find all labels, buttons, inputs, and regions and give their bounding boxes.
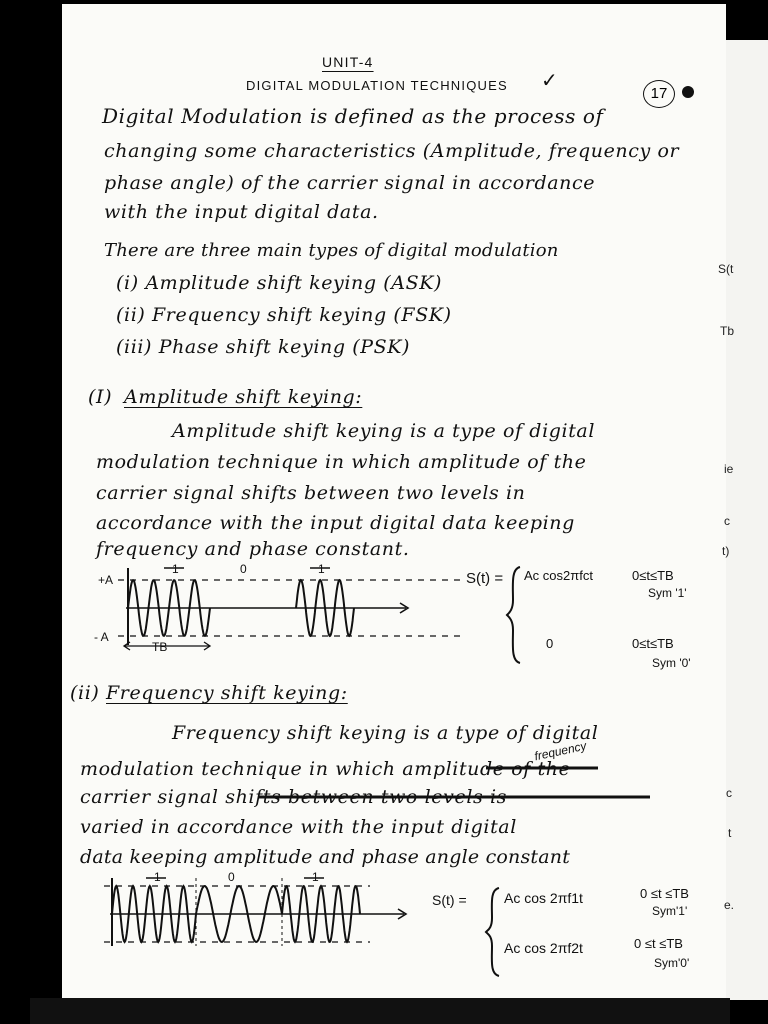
fsk-body-4: varied in accordance with the input digital [80,816,517,838]
ask-eq-case1-range: 0≤t≤TB [632,568,674,583]
fsk-bit-2: 0 [228,870,235,884]
fsk-body-3: carrier signal shifts between two levels is [80,786,508,808]
margin-mark-1: S(t [718,262,734,276]
type-fsk: (ii) Frequency shift keying (FSK) [116,304,452,326]
ask-bit-3: 1 [318,562,325,576]
margin-mark-8: e. [724,898,735,912]
page-title: DIGITAL MODULATION TECHNIQUES [246,78,508,93]
ask-heading: Amplitude shift keying: [124,386,363,408]
fsk-eq-case2-sym: Sym'0' [654,956,690,970]
fsk-eq-case1-range: 0 ≤t ≤TB [640,886,689,901]
ask-body-5: frequency and phase constant. [96,538,410,560]
intro-line-2: changing some characteristics (Amplitude, frequency or [104,140,680,162]
ask-body-1: Amplitude shift keying is a type of digital [172,420,596,442]
intro-line-1: Digital Modulation is defined as the process of [102,104,604,128]
type-ask: (i) Amplitude shift keying (ASK) [116,272,443,294]
ask-eq-case1-expr: Ac cos2πfct [524,568,593,583]
intro-line-3: phase angle) of the carrier signal in accordance [104,172,596,194]
margin-mark-5: t) [722,544,730,558]
margin-mark-6: c [726,786,732,800]
ask-tb-label: TB [152,640,168,654]
ask-eq-case1-sym: Sym '1' [648,586,687,600]
margin-mark-7: t [728,826,732,840]
fsk-heading-number: (ii) [70,682,100,704]
margin-mark-3: ie [724,462,734,476]
ask-eq-case2-range: 0≤t≤TB [632,636,674,651]
intro-line-4: with the input digital data. [104,201,379,223]
ask-eq-case2-expr: 0 [546,636,554,651]
fsk-eq-case2-range: 0 ≤t ≤TB [634,936,683,951]
type-psk: (iii) Phase shift keying (PSK) [116,336,411,358]
ask-eq-case2-sym: Sym '0' [652,656,691,670]
ask-bit-2: 0 [240,562,247,576]
fsk-bit-1: 1 [154,870,161,884]
ask-eq-lhs: S(t) = [466,570,504,587]
types-intro: There are three main types of digital modulation [104,240,559,261]
fsk-eq-case1-expr: Ac cos 2πf1t [504,890,583,906]
fsk-eq-lhs: S(t) = [432,892,467,908]
fsk-body-1: Frequency shift keying is a type of digital [172,722,599,744]
check-mark: ✓ [541,70,559,92]
fsk-eq-case1-sym: Sym'1' [652,904,688,918]
fsk-correction: frequency [533,738,588,764]
margin-mark-2: Tb [720,324,735,338]
ask-minus-a-label: - A [94,630,109,644]
ask-body-2: modulation technique in which amplitude of the [96,451,587,473]
page-number: 17 [643,80,675,108]
fsk-heading: Frequency shift keying: [106,682,348,704]
fsk-eq-brace [484,886,504,978]
ask-bit-1: 1 [172,562,179,576]
fsk-body-2: modulation technique in which amplitude of the [80,758,571,780]
fsk-bit-3: 1 [312,870,319,884]
ask-heading-number: (I) [88,386,113,408]
fsk-body-5: data keeping amplitude and phase angle constant [80,846,571,868]
ask-body-4: accordance with the input digital data keeping [96,512,575,534]
ask-plus-a-label: +A [98,573,114,587]
margin-mark-4: c [724,514,730,528]
ask-body-3: carrier signal shifts between two levels in [96,482,526,504]
unit-title: UNIT-4 [322,54,374,70]
fsk-eq-case2-expr: Ac cos 2πf2t [504,940,583,956]
